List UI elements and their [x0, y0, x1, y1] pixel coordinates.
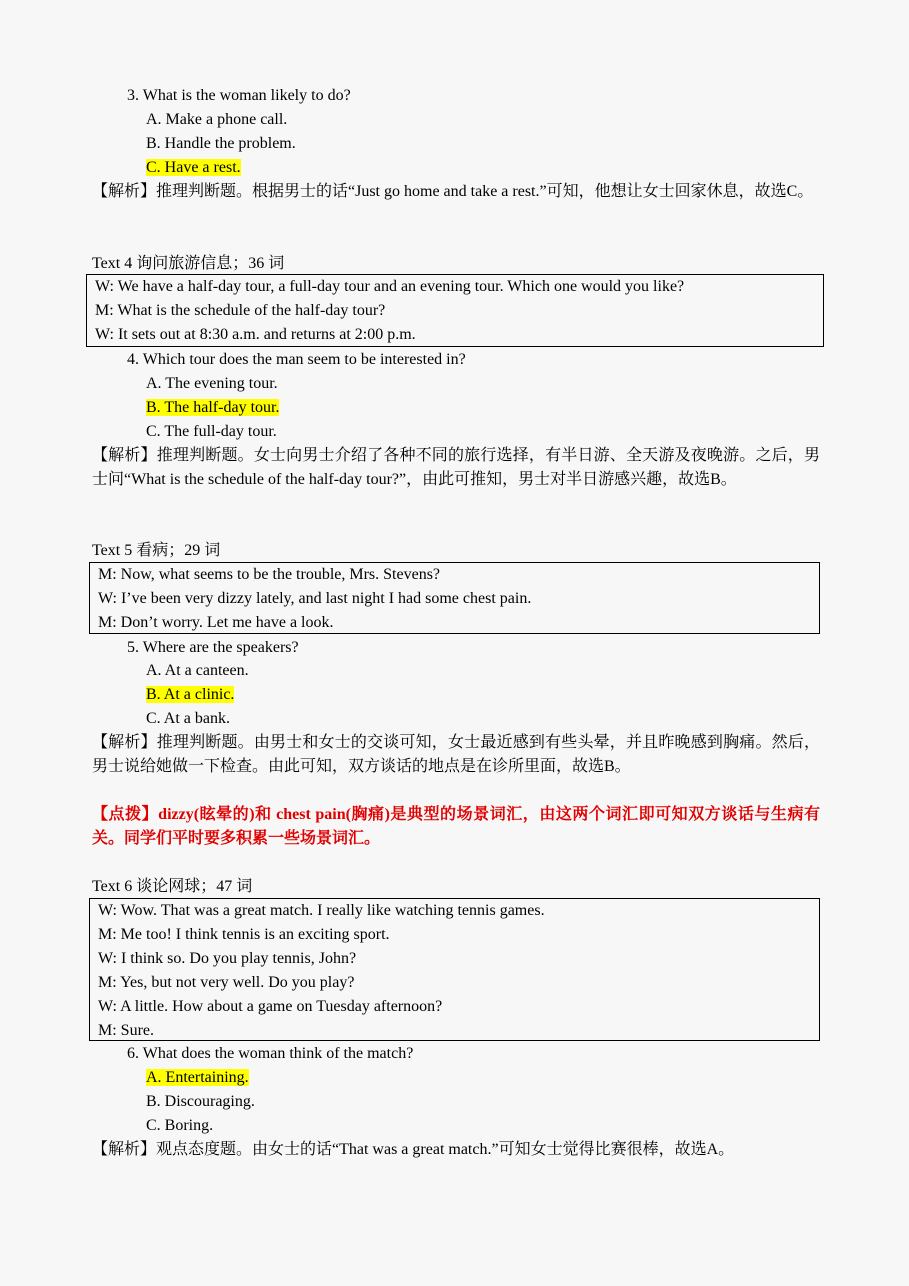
- q4-option-a: A. The evening tour.: [146, 375, 278, 392]
- q6-option-b: B. Discouraging.: [146, 1093, 255, 1110]
- q5-tip: 【点拨】dizzy(眩晕的)和 chest pain(胸痛)是典型的场景词汇，由这两个词汇即可知双方谈话与生病有关。同学们平时要多积累一些场景词汇。: [92, 806, 820, 847]
- q6-option-c: C. Boring.: [146, 1117, 214, 1134]
- text5-heading: Text 5 看病；29 词: [92, 542, 221, 559]
- q3-option-c-answer: [146, 156, 241, 180]
- question-4: 4. Which tour does the man seem to be interested in?: [127, 351, 466, 368]
- dialogue-line: M: Now, what seems to be the trouble, Mrs. Stevens?: [98, 566, 441, 583]
- q5-explanation: 【解析】推理判断题。由男士和女士的交谈可知，女士最近感到有些头晕，并且昨晚感到胸痛。然后，男士说给她做一下检查。由此可知，双方谈话的地点是在诊所里面，故选B。: [92, 734, 820, 775]
- q4-explanation: 【解析】推理判断题。女士向男士介绍了各种不同的旅行选择，有半日游、全天游及夜晚游。之后，男士问“What is the schedule of the half-day tour?”，由此可推知，男士对半日游感兴趣，故选B。: [92, 447, 820, 488]
- dialogue-line: W: Wow. That was a great match. I really like watching tennis games.: [98, 902, 545, 919]
- dialogue-line: M: Yes, but not very well. Do you play?: [98, 974, 355, 991]
- answer-highlight: B. The half-day tour.: [146, 399, 280, 416]
- dialogue-line: M: Sure.: [98, 1022, 154, 1039]
- q6-explanation: 【解析】观点态度题。由女士的话“That was a great match.”可知女士觉得比赛很棒，故选A。: [92, 1141, 735, 1158]
- text5-dialogue-box: [89, 562, 820, 634]
- answer-highlight: A. Entertaining.: [146, 1069, 249, 1086]
- q5-option-a: A. At a canteen.: [146, 662, 249, 679]
- answer-highlight: C. Have a rest.: [146, 159, 241, 176]
- text6-heading: Text 6 谈论网球；47 词: [92, 878, 253, 895]
- q6-option-a-answer: [146, 1066, 249, 1090]
- dialogue-line: M: What is the schedule of the half-day tour?: [95, 302, 386, 319]
- q4-option-b-answer: [146, 396, 279, 420]
- q4-option-c: C. The full-day tour.: [146, 423, 277, 440]
- text4-heading: Text 4 询问旅游信息；36 词: [92, 255, 285, 272]
- dialogue-line: W: A little. How about a game on Tuesday afternoon?: [98, 998, 443, 1015]
- question-5: 5. Where are the speakers?: [127, 639, 299, 656]
- dialogue-line: W: We have a half-day tour, a full-day tour and an evening tour. Which one would you like?: [95, 278, 685, 295]
- dialogue-line: W: I’ve been very dizzy lately, and last night I had some chest pain.: [98, 590, 532, 607]
- q3-explanation: 【解析】推理判断题。根据男士的话“Just go home and take a rest.”可知，他想让女士回家休息，故选C。: [92, 183, 814, 200]
- dialogue-line: W: It sets out at 8:30 a.m. and returns at 2:00 p.m.: [95, 326, 416, 343]
- question-6: 6. What does the woman think of the match?: [127, 1045, 414, 1062]
- q3-option-b: B. Handle the problem.: [146, 135, 296, 152]
- q5-option-c: C. At a bank.: [146, 710, 230, 727]
- answer-highlight: B. At a clinic.: [146, 686, 235, 703]
- dialogue-line: M: Me too! I think tennis is an exciting sport.: [98, 926, 390, 943]
- q3-option-a: A. Make a phone call.: [146, 111, 288, 128]
- dialogue-line: W: I think so. Do you play tennis, John?: [98, 950, 357, 967]
- q5-option-b-answer: [146, 683, 234, 707]
- text6-dialogue-box: [89, 898, 820, 1041]
- text4-dialogue-box: [86, 274, 824, 347]
- question-3: 3. What is the woman likely to do?: [127, 87, 351, 104]
- dialogue-line: M: Don’t worry. Let me have a look.: [98, 614, 334, 631]
